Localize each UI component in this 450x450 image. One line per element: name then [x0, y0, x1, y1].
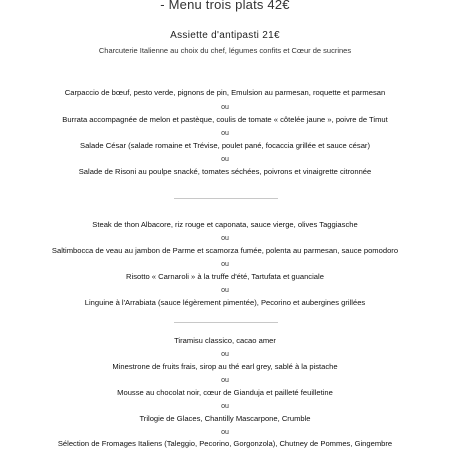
separator-ou: ou — [221, 261, 229, 268]
starter-item: Salade de Risoni au poulpe snacké, tomates séchées, poivrons et vinaigrette citronnée — [78, 167, 372, 176]
dessert-item: Sélection de Fromages Italiens (Taleggio, Pecorino, Gorgonzola), Chutney de Pommes, Gingembre — [57, 439, 393, 448]
starter-item: Burrata accompagnée de melon et pastèque, coulis de tomate « côtelée jaune », poivre de Timut — [62, 115, 388, 124]
separator-ou: ou — [221, 104, 229, 111]
separator-ou: ou — [221, 235, 229, 242]
dessert-item: Trilogie de Glaces, Chantilly Mascarpone, Crumble — [139, 414, 311, 423]
main-item: Steak de thon Albacore, riz rouge et caponata, sauce vierge, olives Taggiasche — [92, 220, 358, 229]
separator-ou: ou — [221, 287, 229, 294]
main-item: Saltimbocca de veau au jambon de Parme et scamorza fumée, polenta au parmesan, sauce pomodoro — [51, 246, 399, 255]
starter-item: Salade César (salade romaine et Trévise, poulet pané, focaccia grillée et sauce césar) — [80, 141, 370, 150]
separator-ou: ou — [221, 403, 229, 410]
main-item: Risotto « Carnaroli » à la truffe d'été, Tartufata et guanciale — [126, 272, 324, 281]
section-divider — [174, 198, 278, 199]
section-divider — [174, 322, 278, 323]
antipasti-title: Assiette d'antipasti 21€ — [170, 30, 280, 41]
separator-ou: ou — [221, 351, 229, 358]
antipasti-description: Charcuterie Italienne au choix du chef, légumes confits et Cœur de sucrines — [98, 46, 352, 55]
separator-ou: ou — [221, 429, 229, 436]
separator-ou: ou — [221, 130, 229, 137]
dessert-item: Tiramisu classico, cacao amer — [174, 336, 276, 345]
separator-ou: ou — [221, 156, 229, 163]
dessert-item: Mousse au chocolat noir, cœur de Gianduja et pailleté feuilletine — [117, 388, 333, 397]
menu-title: - Menu trois plats 42€ — [160, 0, 290, 12]
starter-item: Carpaccio de bœuf, pesto verde, pignons de pin, Emulsion au parmesan, roquette et parmesan — [64, 88, 386, 97]
dessert-item: Minestrone de fruits frais, sirop au thé earl grey, sablé à la pistache — [112, 362, 338, 371]
main-item: Linguine à l'Arrabiata (sauce légèrement pimentée), Pecorino et aubergines grillées — [84, 298, 366, 307]
separator-ou: ou — [221, 377, 229, 384]
